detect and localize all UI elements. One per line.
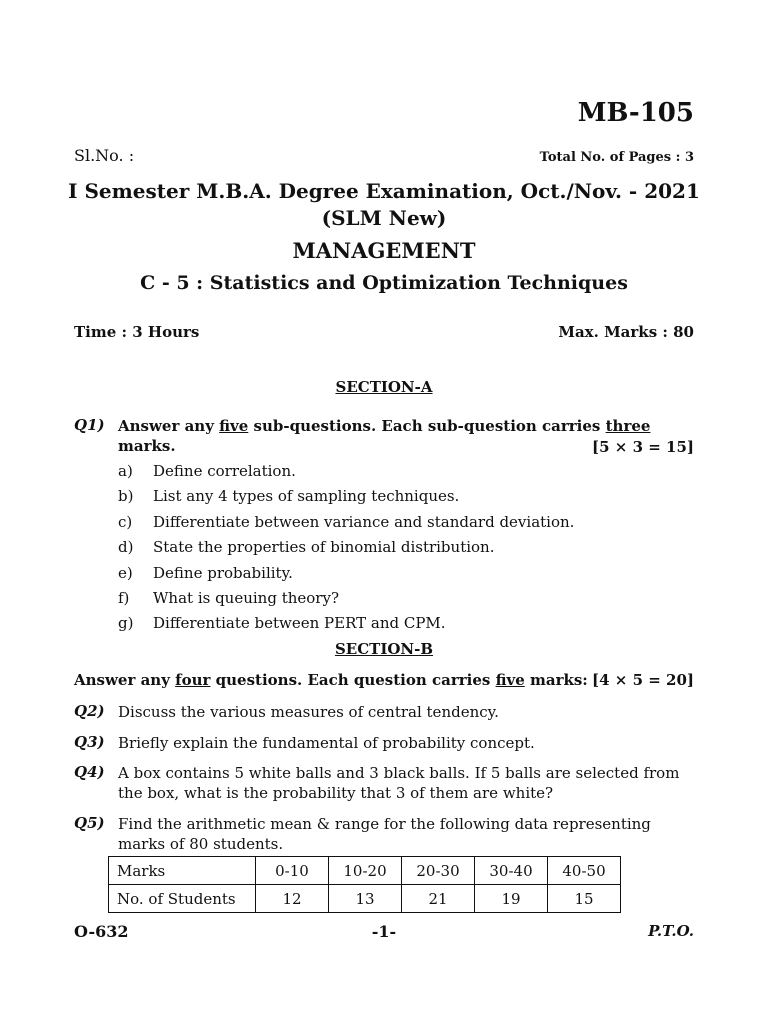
question-number: Q5): [74, 814, 105, 832]
question-number: Q4): [74, 763, 105, 781]
table-row: [109, 885, 621, 913]
item-letter: c): [118, 512, 133, 531]
item-letter: a): [118, 462, 133, 480]
item-letter: f): [118, 588, 130, 607]
item-text: What is queuing theory?: [153, 588, 339, 607]
list-item: [118, 613, 574, 638]
item-letter: e): [118, 563, 133, 582]
item-letter: b): [118, 487, 134, 506]
subject-title: MANAGEMENT: [292, 238, 476, 263]
paper-code: MB-105: [577, 98, 694, 128]
table-cell: Marks: [109, 857, 256, 885]
instr-text: sub-questions. Each sub-question carries: [248, 417, 606, 435]
sl-no-label: Sl.No. :: [74, 146, 135, 165]
instr-text: marks.: [118, 437, 176, 455]
exam-title: I Semester M.B.A. Degree Examination, Oct./Nov. - 2021: [68, 179, 700, 203]
question-text: Find the arithmetic mean & range for the following data representing marks of 80 students.: [118, 815, 651, 853]
table-cell: 30-40: [475, 857, 548, 885]
page-number: -1-: [371, 922, 397, 941]
instr-emphasis: five: [219, 417, 249, 435]
section-b-instruction: [74, 671, 588, 689]
table-cell: 19: [475, 885, 548, 913]
list-item: [118, 588, 574, 613]
instr-emphasis: five: [495, 671, 525, 689]
subquestion-list: [118, 461, 574, 639]
pto-label: P.T.O.: [648, 922, 694, 940]
question-number: Q3): [74, 733, 105, 751]
list-item: [118, 461, 574, 486]
list-item: [118, 486, 574, 511]
item-text: Define correlation.: [153, 462, 296, 480]
section-a-marks: [5 × 3 = 15]: [592, 438, 694, 456]
instr-text: Answer any: [118, 417, 220, 435]
table-row: [109, 857, 621, 885]
course-title: C - 5 : Statistics and Optimization Techniques: [140, 272, 628, 294]
list-item: [118, 537, 574, 562]
item-text: Define probability.: [153, 563, 293, 582]
table-cell: 13: [329, 885, 402, 913]
max-marks-label: Max. Marks : 80: [558, 323, 694, 341]
table-cell: 12: [256, 885, 329, 913]
total-pages: Total No. of Pages : 3: [539, 150, 694, 165]
marks-table: [108, 856, 621, 913]
table-cell: 10-20: [329, 857, 402, 885]
footer-code: O-632: [74, 922, 129, 941]
instr-emphasis: four: [175, 671, 211, 689]
item-text: List any 4 types of sampling techniques.: [153, 487, 460, 506]
question-number: Q2): [74, 702, 105, 720]
item-letter: d): [118, 538, 134, 557]
item-text: Differentiate between PERT and CPM.: [153, 614, 446, 633]
question-number: Q1): [74, 416, 105, 434]
section-a-heading: SECTION-A: [335, 378, 433, 396]
list-item: [118, 512, 574, 537]
section-b-marks: [4 × 5 = 20]: [592, 671, 694, 689]
table-cell: 21: [402, 885, 475, 913]
table-cell: 0-10: [256, 857, 329, 885]
question-text: Discuss the various measures of central tendency.: [118, 703, 499, 721]
instr-emphasis: three: [605, 417, 651, 435]
table-cell: 40-50: [548, 857, 621, 885]
exam-scheme: (SLM New): [321, 206, 447, 230]
list-item: [118, 563, 574, 588]
item-text: Differentiate between variance and standard deviation.: [153, 512, 575, 531]
time-label: Time : 3 Hours: [74, 323, 200, 341]
table-cell: No. of Students: [109, 885, 256, 913]
item-text: State the properties of binomial distribution.: [153, 538, 495, 557]
question-text: Briefly explain the fundamental of probability concept.: [118, 734, 535, 752]
instr-text: marks:: [524, 671, 588, 689]
instr-text: questions. Each question carries: [210, 671, 496, 689]
item-letter: g): [118, 614, 134, 633]
table-cell: 20-30: [402, 857, 475, 885]
question-text: A box contains 5 white balls and 3 black balls. If 5 balls are selected from the box, what is the probability that 3 of them are white?: [118, 764, 680, 802]
instr-text: Answer any: [74, 671, 176, 689]
table-cell: 15: [548, 885, 621, 913]
section-b-heading: SECTION-B: [334, 640, 434, 658]
